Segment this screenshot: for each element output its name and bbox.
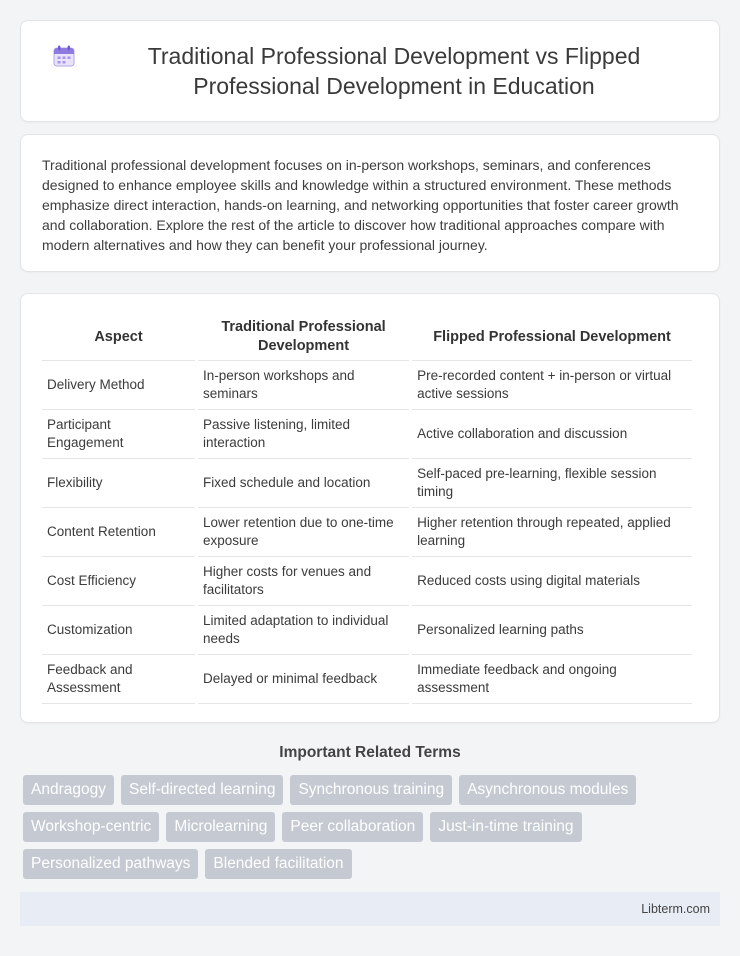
term-tag[interactable]: Microlearning [166,812,275,842]
header-aspect: Aspect [42,314,195,361]
term-tag[interactable]: Self-directed learning [121,775,283,805]
table-row [42,361,692,410]
term-tag[interactable]: Andragogy [23,775,114,805]
cell-flipped: Higher retention through repeated, applied learning [412,508,692,557]
cell-flipped: Self-paced pre-learning, flexible session timing [412,459,692,508]
related-terms-list [20,775,720,879]
table-row [42,459,692,508]
cell-traditional: In-person workshops and seminars [198,361,409,410]
table-header-row [42,314,692,361]
cell-traditional: Delayed or minimal feedback [198,655,409,704]
header-traditional: Traditional Professional Development [198,314,409,361]
related-terms-section [20,743,720,879]
cell-aspect: Customization [42,606,195,655]
cell-aspect: Flexibility [42,459,195,508]
title-card [20,20,720,122]
term-tag[interactable]: Just-in-time training [430,812,581,842]
cell-aspect: Feedback and Assessment [42,655,195,704]
term-tag[interactable]: Workshop-centric [23,812,159,842]
title-row [51,41,689,101]
header-flipped: Flipped Professional Development [412,314,692,361]
cell-flipped: Immediate feedback and ongoing assessment [412,655,692,704]
calendar-icon [51,43,77,69]
term-tag[interactable]: Peer collaboration [282,812,423,842]
intro-paragraph: Traditional professional development focuses on in-person workshops, seminars, and conferences designed to enhance employee skills and knowledge within a structured environment. These methods emphasize direct interaction, hands-on learning, and networking opportunities that foster career growth and collaboration. Explore the rest of the article to discover how traditional approaches compare with modern alternatives and how they can benefit your professional journey. [42,157,679,253]
cell-flipped: Reduced costs using digital materials [412,557,692,606]
table-row [42,557,692,606]
cell-flipped: Pre-recorded content + in-person or virtual active sessions [412,361,692,410]
cell-flipped: Personalized learning paths [412,606,692,655]
term-tag[interactable]: Blended facilitation [205,849,351,879]
page-title: Traditional Professional Development vs Flipped Professional Development in Education [147,43,641,99]
related-terms-heading: Important Related Terms [279,744,461,761]
cell-traditional: Higher costs for venues and facilitators [198,557,409,606]
intro-card [20,134,720,272]
cell-traditional: Limited adaptation to individual needs [198,606,409,655]
table-row [42,508,692,557]
cell-traditional: Passive listening, limited interaction [198,410,409,459]
term-tag[interactable]: Personalized pathways [23,849,198,879]
table-row [42,655,692,704]
cell-flipped: Active collaboration and discussion [412,410,692,459]
cell-traditional: Lower retention due to one-time exposure [198,508,409,557]
cell-aspect: Delivery Method [42,361,195,410]
cell-aspect: Participant Engagement [42,410,195,459]
comparison-table [39,314,695,704]
comparison-table-card [20,293,720,723]
cell-traditional: Fixed schedule and location [198,459,409,508]
cell-aspect: Cost Efficiency [42,557,195,606]
cell-aspect: Content Retention [42,508,195,557]
table-row [42,410,692,459]
term-tag[interactable]: Asynchronous modules [459,775,636,805]
table-row [42,606,692,655]
term-tag[interactable]: Synchronous training [290,775,452,805]
footer [20,892,720,926]
footer-site-link[interactable]: Libterm.com [641,902,710,916]
